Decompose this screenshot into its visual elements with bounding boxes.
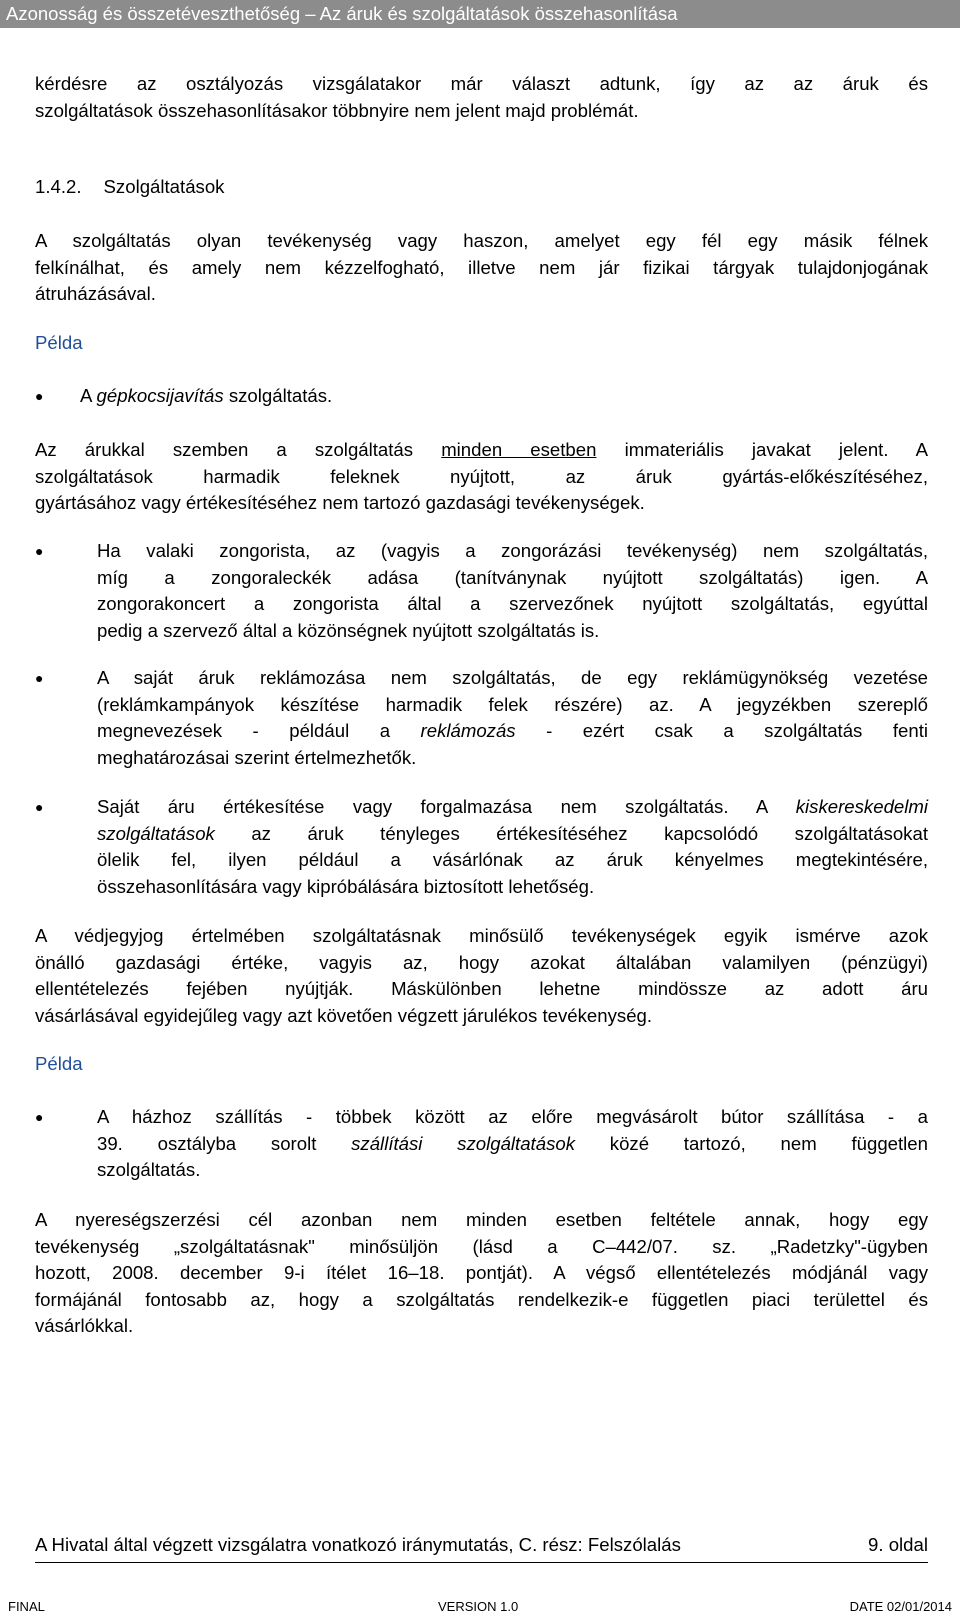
text-line: formájánál fontosabb az, hogy a szolgáltatás rendelkezik-e független piaci területtel és: [35, 1288, 928, 1310]
text-line: Ha valaki zongorista, az (vagyis a zongorázási tevékenység) nem szolgáltatás,: [97, 540, 928, 561]
text-line: gyártásához vagy értékesítéséhez nem tartozó gazdasági tevékenységek.: [35, 492, 645, 513]
text-line: Az árukkal szemben a szolgáltatás minden esetben immateriális javakat jelent. A: [35, 439, 928, 460]
text-line: A saját áruk reklámozása nem szolgáltatás, de egy reklámügynökség vezetése: [97, 667, 928, 688]
text-line: hozott, 2008. december 9-i ítélet 16–18. pontját). A végső ellentételezés módjánál vagy: [35, 1262, 928, 1283]
text-line: szolgáltatások harmadik feleknek nyújtott, az áruk gyártás-előkészítéséhez,: [35, 465, 928, 487]
text-line: (reklámkampányok készítése harmadik felek részére) az. A jegyzékben szereplő: [97, 693, 928, 715]
section-number: 1.4.2.: [35, 176, 82, 197]
text-line: A védjegyjog értelmében szolgáltatásnak minősülő tevékenységek egyik ismérve azok: [35, 925, 928, 946]
text-line: ellentételezés fejében nyújtják. Máskülönben lehetne mindössze az adott áru: [35, 978, 928, 999]
text-line: tevékenység „szolgáltatásnak" minősüljön (lásd a C‒442/07. sz. „Radetzky"-ügyben: [35, 1235, 928, 1257]
example-label: Példa: [35, 1053, 83, 1074]
text-line: A nyereségszerzési cél azonban nem minden esetben feltétele annak, hogy egy: [35, 1209, 928, 1230]
bullet-text: [97, 538, 928, 644]
version-label: VERSION 1.0: [438, 1599, 519, 1614]
text-line: pedig a szervező által a közönségnek nyújtott szolgáltatás is.: [97, 619, 600, 641]
bullet-delivery: [35, 1104, 928, 1189]
section-title: Szolgáltatások: [103, 176, 225, 197]
footer-divider: [35, 1562, 928, 1563]
running-header: Azonosság és összetéveszthetőség – Az áruk és szolgáltatások összehasonlítása: [0, 0, 960, 28]
bullet-icon: ●: [35, 1109, 44, 1125]
bullet-text: [97, 665, 928, 771]
bullet-icon: ●: [35, 799, 44, 815]
bullet-text: [97, 1104, 928, 1184]
text-line: átruházásával.: [35, 283, 156, 304]
text-line: szolgáltatás.: [97, 1159, 201, 1180]
text-line: kérdésre az osztályozás vizsgálatakor már választ adtunk, így az az áruk és: [35, 73, 928, 94]
text-line: A szolgáltatás olyan tevékenység vagy haszon, amelyet egy fél egy másik félnek: [35, 230, 928, 251]
bullet-pianist: [35, 538, 928, 648]
page-footer: [35, 1532, 928, 1558]
bullet-advertising: [35, 665, 928, 775]
page-number: 9. oldal: [868, 1534, 928, 1555]
text-line: meghatározásai szerint értelmezhetők.: [97, 746, 417, 768]
bullet-icon: ●: [35, 388, 44, 404]
text-line: ölelik fel, ilyen például a vásárlónak az áruk kényelmes megtekintésére,: [97, 849, 928, 870]
text-line: vásárlókkal.: [35, 1315, 134, 1336]
text-line: szolgáltatások az áruk tényleges értékesítéséhez kapcsolódó szolgáltatásokat: [97, 822, 928, 844]
paragraph-trademark: [35, 923, 928, 1029]
text-line: 39. osztályba sorolt szállítási szolgáltatások közé tartozó, nem független: [97, 1132, 928, 1154]
example-label: Példa: [35, 332, 83, 353]
paragraph-services: [35, 437, 928, 517]
text-line: Saját áru értékesítése vagy forgalmazása nem szolgáltatás. A kiskereskedelmi: [97, 796, 928, 817]
status-label: FINAL: [8, 1599, 45, 1614]
date-label: DATE 02/01/2014: [849, 1599, 952, 1614]
text-line: szolgáltatások összehasonlításakor többnyire nem jelent majd problémát.: [35, 99, 639, 121]
text-line: míg a zongoraleckék adása (tanítványnak nyújtott szolgáltatás) igen. A: [97, 566, 928, 588]
text-line: felkínálhat, és amely nem kézzelfogható, illetve nem jár fizikai tárgyak tulajdonjogának: [35, 256, 928, 278]
text-line: vásárlásával egyidejűleg vagy azt követően végzett járulékos tevékenység.: [35, 1004, 653, 1026]
text-line: megnevezések - például a reklámozás - ezért csak a szolgáltatás fenti: [97, 720, 928, 741]
text-line: összehasonlítására vagy kipróbálására biztosított lehetőség.: [97, 875, 595, 897]
text-line: A házhoz szállítás - többek között az előre megvásárolt bútor szállítása - a: [97, 1106, 928, 1127]
bullet-icon: ●: [35, 670, 44, 686]
bullet-retail: [35, 794, 928, 904]
definition-paragraph: [35, 228, 928, 308]
text-line: önálló gazdasági értéke, vagyis az, hogy azokat általában valamilyen (pénzügyi): [35, 951, 928, 973]
footer-title: A Hivatal által végzett vizsgálatra vonatkozó iránymutatás, C. rész: Felszólalás: [35, 1534, 681, 1555]
paragraph-profit: [35, 1207, 928, 1340]
intro-paragraph: [35, 71, 928, 124]
bullet-icon: ●: [35, 543, 44, 559]
bullet-text: [97, 794, 928, 900]
text-line: zongorakoncert a zongorista által a szervezőnek nyújtott szolgáltatás, egyúttal: [97, 593, 928, 614]
bullet-text: A gépkocsijavítás szolgáltatás.: [80, 385, 333, 406]
section-heading: [35, 174, 928, 201]
